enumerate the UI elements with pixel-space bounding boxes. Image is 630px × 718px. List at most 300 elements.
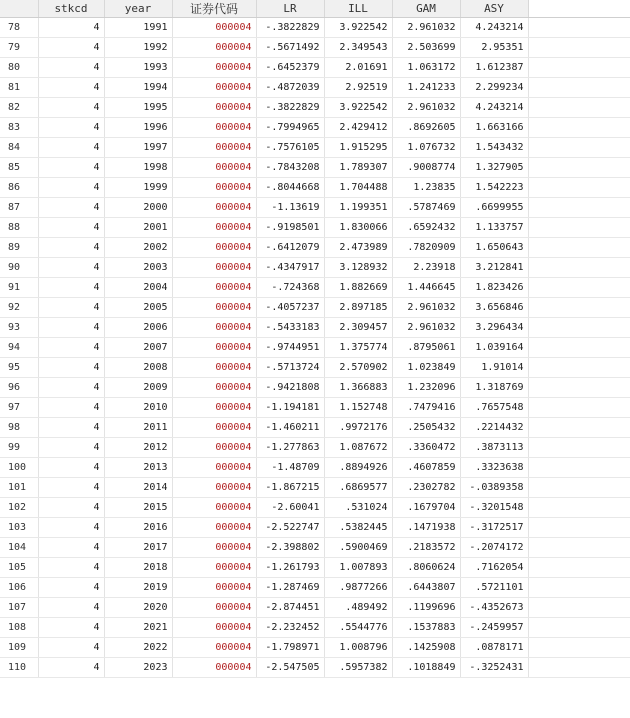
cell-lr[interactable]: -.4872039 bbox=[256, 78, 324, 98]
cell-ill[interactable]: 2.897185 bbox=[324, 298, 392, 318]
row-number[interactable]: 100 bbox=[0, 458, 38, 478]
cell-asy[interactable]: 1.543432 bbox=[460, 138, 528, 158]
cell-asy[interactable]: .7657548 bbox=[460, 398, 528, 418]
table-row[interactable] bbox=[0, 158, 630, 178]
cell-ill[interactable]: .5544776 bbox=[324, 618, 392, 638]
cell-gam[interactable]: .1471938 bbox=[392, 518, 460, 538]
cell-ill[interactable]: .6869577 bbox=[324, 478, 392, 498]
cell-ill[interactable]: 1.882669 bbox=[324, 278, 392, 298]
cell-lr[interactable]: -2.232452 bbox=[256, 618, 324, 638]
table-row[interactable] bbox=[0, 498, 630, 518]
row-number[interactable]: 84 bbox=[0, 138, 38, 158]
row-number[interactable]: 93 bbox=[0, 318, 38, 338]
cell-asy[interactable]: 1.133757 bbox=[460, 218, 528, 238]
cell-stkcd[interactable]: 4 bbox=[38, 358, 104, 378]
cell-year[interactable]: 2010 bbox=[104, 398, 172, 418]
cell-lr[interactable]: -1.194181 bbox=[256, 398, 324, 418]
cell-year[interactable]: 2016 bbox=[104, 518, 172, 538]
cell-ill[interactable]: .489492 bbox=[324, 598, 392, 618]
table-row[interactable] bbox=[0, 378, 630, 398]
cell-asy[interactable]: 2.95351 bbox=[460, 38, 528, 58]
cell-asy[interactable]: 4.243214 bbox=[460, 98, 528, 118]
cell-lr[interactable]: -.6412079 bbox=[256, 238, 324, 258]
cell-year[interactable]: 1992 bbox=[104, 38, 172, 58]
table-row[interactable] bbox=[0, 138, 630, 158]
cell-security-code[interactable]: 000004 bbox=[172, 98, 256, 118]
cell-year[interactable]: 2015 bbox=[104, 498, 172, 518]
cell-security-code[interactable]: 000004 bbox=[172, 518, 256, 538]
cell-gam[interactable]: 2.961032 bbox=[392, 298, 460, 318]
row-number[interactable]: 83 bbox=[0, 118, 38, 138]
cell-lr[interactable]: -1.277863 bbox=[256, 438, 324, 458]
table-row[interactable] bbox=[0, 18, 630, 38]
cell-security-code[interactable]: 000004 bbox=[172, 458, 256, 478]
cell-gam[interactable]: .2183572 bbox=[392, 538, 460, 558]
table-row[interactable] bbox=[0, 358, 630, 378]
cell-year[interactable]: 2012 bbox=[104, 438, 172, 458]
cell-security-code[interactable]: 000004 bbox=[172, 378, 256, 398]
cell-year[interactable]: 2001 bbox=[104, 218, 172, 238]
column-header-lr[interactable]: LR bbox=[256, 0, 324, 18]
cell-year[interactable]: 2004 bbox=[104, 278, 172, 298]
row-number[interactable]: 79 bbox=[0, 38, 38, 58]
cell-stkcd[interactable]: 4 bbox=[38, 278, 104, 298]
cell-gam[interactable]: 1.241233 bbox=[392, 78, 460, 98]
cell-ill[interactable]: 3.922542 bbox=[324, 18, 392, 38]
table-row[interactable] bbox=[0, 298, 630, 318]
row-number[interactable]: 103 bbox=[0, 518, 38, 538]
table-row[interactable] bbox=[0, 338, 630, 358]
table-row[interactable] bbox=[0, 198, 630, 218]
cell-lr[interactable]: -.4347917 bbox=[256, 258, 324, 278]
cell-ill[interactable]: 3.922542 bbox=[324, 98, 392, 118]
cell-asy[interactable]: 1.663166 bbox=[460, 118, 528, 138]
cell-gam[interactable]: .7479416 bbox=[392, 398, 460, 418]
table-row[interactable] bbox=[0, 258, 630, 278]
cell-gam[interactable]: .2302782 bbox=[392, 478, 460, 498]
cell-lr[interactable]: -2.547505 bbox=[256, 658, 324, 678]
cell-stkcd[interactable]: 4 bbox=[38, 258, 104, 278]
table-row[interactable] bbox=[0, 118, 630, 138]
cell-ill[interactable]: 1.087672 bbox=[324, 438, 392, 458]
cell-ill[interactable]: .531024 bbox=[324, 498, 392, 518]
table-row[interactable] bbox=[0, 618, 630, 638]
row-number[interactable]: 94 bbox=[0, 338, 38, 358]
row-number[interactable]: 80 bbox=[0, 58, 38, 78]
cell-ill[interactable]: .5957382 bbox=[324, 658, 392, 678]
cell-security-code[interactable]: 000004 bbox=[172, 298, 256, 318]
cell-year[interactable]: 2008 bbox=[104, 358, 172, 378]
table-row[interactable] bbox=[0, 438, 630, 458]
row-number[interactable]: 102 bbox=[0, 498, 38, 518]
row-number[interactable]: 85 bbox=[0, 158, 38, 178]
cell-asy[interactable]: 1.039164 bbox=[460, 338, 528, 358]
cell-year[interactable]: 2022 bbox=[104, 638, 172, 658]
cell-ill[interactable]: 1.789307 bbox=[324, 158, 392, 178]
cell-gam[interactable]: .4607859 bbox=[392, 458, 460, 478]
table-row[interactable] bbox=[0, 278, 630, 298]
cell-asy[interactable]: .2214432 bbox=[460, 418, 528, 438]
cell-gam[interactable]: .6443807 bbox=[392, 578, 460, 598]
cell-stkcd[interactable]: 4 bbox=[38, 498, 104, 518]
cell-ill[interactable]: .5382445 bbox=[324, 518, 392, 538]
cell-security-code[interactable]: 000004 bbox=[172, 478, 256, 498]
cell-lr[interactable]: -.9744951 bbox=[256, 338, 324, 358]
cell-year[interactable]: 2002 bbox=[104, 238, 172, 258]
cell-asy[interactable]: .0878171 bbox=[460, 638, 528, 658]
row-number[interactable]: 81 bbox=[0, 78, 38, 98]
cell-security-code[interactable]: 000004 bbox=[172, 558, 256, 578]
cell-year[interactable]: 2020 bbox=[104, 598, 172, 618]
cell-asy[interactable]: 3.212841 bbox=[460, 258, 528, 278]
cell-security-code[interactable]: 000004 bbox=[172, 578, 256, 598]
cell-gam[interactable]: .6592432 bbox=[392, 218, 460, 238]
cell-stkcd[interactable]: 4 bbox=[38, 638, 104, 658]
cell-lr[interactable]: -.4057237 bbox=[256, 298, 324, 318]
cell-year[interactable]: 2021 bbox=[104, 618, 172, 638]
cell-security-code[interactable]: 000004 bbox=[172, 118, 256, 138]
row-number[interactable]: 86 bbox=[0, 178, 38, 198]
cell-security-code[interactable]: 000004 bbox=[172, 338, 256, 358]
cell-gam[interactable]: .5787469 bbox=[392, 198, 460, 218]
cell-lr[interactable]: -1.48709 bbox=[256, 458, 324, 478]
cell-security-code[interactable]: 000004 bbox=[172, 358, 256, 378]
cell-ill[interactable]: 1.375774 bbox=[324, 338, 392, 358]
table-row[interactable] bbox=[0, 518, 630, 538]
row-number[interactable]: 99 bbox=[0, 438, 38, 458]
table-row[interactable] bbox=[0, 38, 630, 58]
cell-asy[interactable]: 1.612387 bbox=[460, 58, 528, 78]
cell-lr[interactable]: -.3822829 bbox=[256, 18, 324, 38]
cell-gam[interactable]: .8060624 bbox=[392, 558, 460, 578]
cell-ill[interactable]: 1.199351 bbox=[324, 198, 392, 218]
cell-ill[interactable]: 1.366883 bbox=[324, 378, 392, 398]
cell-stkcd[interactable]: 4 bbox=[38, 318, 104, 338]
cell-ill[interactable]: 2.01691 bbox=[324, 58, 392, 78]
cell-lr[interactable]: -1.13619 bbox=[256, 198, 324, 218]
cell-lr[interactable]: -.9421808 bbox=[256, 378, 324, 398]
cell-stkcd[interactable]: 4 bbox=[38, 78, 104, 98]
cell-stkcd[interactable]: 4 bbox=[38, 58, 104, 78]
cell-gam[interactable]: .8692605 bbox=[392, 118, 460, 138]
table-row[interactable] bbox=[0, 178, 630, 198]
cell-gam[interactable]: 1.446645 bbox=[392, 278, 460, 298]
table-row[interactable] bbox=[0, 658, 630, 678]
cell-stkcd[interactable]: 4 bbox=[38, 238, 104, 258]
cell-asy[interactable]: -.3252431 bbox=[460, 658, 528, 678]
cell-gam[interactable]: .3360472 bbox=[392, 438, 460, 458]
row-number[interactable]: 108 bbox=[0, 618, 38, 638]
cell-year[interactable]: 2003 bbox=[104, 258, 172, 278]
cell-ill[interactable]: 2.92519 bbox=[324, 78, 392, 98]
cell-security-code[interactable]: 000004 bbox=[172, 418, 256, 438]
cell-lr[interactable]: -.8044668 bbox=[256, 178, 324, 198]
cell-gam[interactable]: 1.076732 bbox=[392, 138, 460, 158]
cell-gam[interactable]: 1.232096 bbox=[392, 378, 460, 398]
cell-stkcd[interactable]: 4 bbox=[38, 558, 104, 578]
cell-gam[interactable]: .9008774 bbox=[392, 158, 460, 178]
cell-ill[interactable]: .5900469 bbox=[324, 538, 392, 558]
cell-year[interactable]: 1998 bbox=[104, 158, 172, 178]
table-row[interactable] bbox=[0, 218, 630, 238]
cell-lr[interactable]: -.7994965 bbox=[256, 118, 324, 138]
cell-lr[interactable]: -.7843208 bbox=[256, 158, 324, 178]
cell-year[interactable]: 2009 bbox=[104, 378, 172, 398]
table-row[interactable] bbox=[0, 638, 630, 658]
cell-stkcd[interactable]: 4 bbox=[38, 618, 104, 638]
cell-stkcd[interactable]: 4 bbox=[38, 478, 104, 498]
cell-year[interactable]: 2005 bbox=[104, 298, 172, 318]
cell-stkcd[interactable]: 4 bbox=[38, 378, 104, 398]
cell-lr[interactable]: -1.287469 bbox=[256, 578, 324, 598]
cell-stkcd[interactable]: 4 bbox=[38, 98, 104, 118]
table-row[interactable] bbox=[0, 98, 630, 118]
cell-asy[interactable]: -.2074172 bbox=[460, 538, 528, 558]
cell-stkcd[interactable]: 4 bbox=[38, 38, 104, 58]
cell-gam[interactable]: 1.063172 bbox=[392, 58, 460, 78]
cell-gam[interactable]: .2505432 bbox=[392, 418, 460, 438]
cell-stkcd[interactable]: 4 bbox=[38, 398, 104, 418]
cell-year[interactable]: 1999 bbox=[104, 178, 172, 198]
cell-year[interactable]: 2000 bbox=[104, 198, 172, 218]
cell-lr[interactable]: -2.398802 bbox=[256, 538, 324, 558]
cell-lr[interactable]: -.5713724 bbox=[256, 358, 324, 378]
cell-security-code[interactable]: 000004 bbox=[172, 638, 256, 658]
row-number[interactable]: 90 bbox=[0, 258, 38, 278]
cell-lr[interactable]: -2.522747 bbox=[256, 518, 324, 538]
cell-asy[interactable]: .7162054 bbox=[460, 558, 528, 578]
cell-asy[interactable]: 4.243214 bbox=[460, 18, 528, 38]
cell-year[interactable]: 2007 bbox=[104, 338, 172, 358]
cell-year[interactable]: 1994 bbox=[104, 78, 172, 98]
column-header-gam[interactable]: GAM bbox=[392, 0, 460, 18]
row-number[interactable]: 91 bbox=[0, 278, 38, 298]
cell-stkcd[interactable]: 4 bbox=[38, 438, 104, 458]
cell-gam[interactable]: .1199696 bbox=[392, 598, 460, 618]
cell-year[interactable]: 1993 bbox=[104, 58, 172, 78]
cell-gam[interactable]: .1679704 bbox=[392, 498, 460, 518]
cell-security-code[interactable]: 000004 bbox=[172, 618, 256, 638]
cell-security-code[interactable]: 000004 bbox=[172, 158, 256, 178]
cell-stkcd[interactable]: 4 bbox=[38, 158, 104, 178]
cell-lr[interactable]: -1.867215 bbox=[256, 478, 324, 498]
cell-year[interactable]: 1991 bbox=[104, 18, 172, 38]
cell-ill[interactable]: 1.008796 bbox=[324, 638, 392, 658]
cell-stkcd[interactable]: 4 bbox=[38, 118, 104, 138]
cell-lr[interactable]: -.7576105 bbox=[256, 138, 324, 158]
cell-year[interactable]: 1996 bbox=[104, 118, 172, 138]
cell-stkcd[interactable]: 4 bbox=[38, 198, 104, 218]
cell-security-code[interactable]: 000004 bbox=[172, 398, 256, 418]
cell-lr[interactable]: -2.874451 bbox=[256, 598, 324, 618]
cell-asy[interactable]: 2.299234 bbox=[460, 78, 528, 98]
cell-gam[interactable]: 2.961032 bbox=[392, 18, 460, 38]
cell-asy[interactable]: 3.296434 bbox=[460, 318, 528, 338]
column-header-stkcd[interactable]: stkcd bbox=[38, 0, 104, 18]
cell-gam[interactable]: 2.503699 bbox=[392, 38, 460, 58]
cell-gam[interactable]: 2.961032 bbox=[392, 98, 460, 118]
row-number[interactable]: 105 bbox=[0, 558, 38, 578]
cell-security-code[interactable]: 000004 bbox=[172, 218, 256, 238]
table-row[interactable] bbox=[0, 458, 630, 478]
cell-year[interactable]: 2018 bbox=[104, 558, 172, 578]
cell-gam[interactable]: .1537883 bbox=[392, 618, 460, 638]
cell-year[interactable]: 2013 bbox=[104, 458, 172, 478]
row-number[interactable]: 89 bbox=[0, 238, 38, 258]
cell-ill[interactable]: 1.915295 bbox=[324, 138, 392, 158]
cell-year[interactable]: 1997 bbox=[104, 138, 172, 158]
cell-gam[interactable]: .1018849 bbox=[392, 658, 460, 678]
table-row[interactable] bbox=[0, 558, 630, 578]
cell-security-code[interactable]: 000004 bbox=[172, 498, 256, 518]
cell-lr[interactable]: -1.261793 bbox=[256, 558, 324, 578]
cell-asy[interactable]: 1.650643 bbox=[460, 238, 528, 258]
column-header-asy[interactable]: ASY bbox=[460, 0, 528, 18]
cell-stkcd[interactable]: 4 bbox=[38, 218, 104, 238]
cell-asy[interactable]: 1.542223 bbox=[460, 178, 528, 198]
cell-ill[interactable]: 2.429412 bbox=[324, 118, 392, 138]
cell-gam[interactable]: 2.961032 bbox=[392, 318, 460, 338]
table-row[interactable] bbox=[0, 578, 630, 598]
cell-security-code[interactable]: 000004 bbox=[172, 438, 256, 458]
row-number[interactable]: 101 bbox=[0, 478, 38, 498]
table-row[interactable] bbox=[0, 58, 630, 78]
cell-stkcd[interactable]: 4 bbox=[38, 178, 104, 198]
row-number-header[interactable] bbox=[0, 0, 38, 18]
cell-security-code[interactable]: 000004 bbox=[172, 278, 256, 298]
cell-year[interactable]: 2006 bbox=[104, 318, 172, 338]
table-row[interactable] bbox=[0, 478, 630, 498]
row-number[interactable]: 96 bbox=[0, 378, 38, 398]
cell-gam[interactable]: 2.23918 bbox=[392, 258, 460, 278]
cell-asy[interactable]: 1.91014 bbox=[460, 358, 528, 378]
cell-ill[interactable]: 2.309457 bbox=[324, 318, 392, 338]
cell-ill[interactable]: .9972176 bbox=[324, 418, 392, 438]
cell-ill[interactable]: .8894926 bbox=[324, 458, 392, 478]
cell-asy[interactable]: 3.656846 bbox=[460, 298, 528, 318]
row-number[interactable]: 82 bbox=[0, 98, 38, 118]
cell-stkcd[interactable]: 4 bbox=[38, 458, 104, 478]
cell-security-code[interactable]: 000004 bbox=[172, 258, 256, 278]
cell-ill[interactable]: .9877266 bbox=[324, 578, 392, 598]
cell-stkcd[interactable]: 4 bbox=[38, 578, 104, 598]
cell-security-code[interactable]: 000004 bbox=[172, 18, 256, 38]
row-number[interactable]: 97 bbox=[0, 398, 38, 418]
cell-asy[interactable]: .6699955 bbox=[460, 198, 528, 218]
column-header-ill[interactable]: ILL bbox=[324, 0, 392, 18]
cell-lr[interactable]: -.9198501 bbox=[256, 218, 324, 238]
cell-asy[interactable]: -.0389358 bbox=[460, 478, 528, 498]
table-row[interactable] bbox=[0, 398, 630, 418]
cell-lr[interactable]: -1.798971 bbox=[256, 638, 324, 658]
cell-security-code[interactable]: 000004 bbox=[172, 658, 256, 678]
cell-lr[interactable]: -2.60041 bbox=[256, 498, 324, 518]
cell-ill[interactable]: 2.349543 bbox=[324, 38, 392, 58]
row-number[interactable]: 92 bbox=[0, 298, 38, 318]
row-number[interactable]: 78 bbox=[0, 18, 38, 38]
row-number[interactable]: 106 bbox=[0, 578, 38, 598]
cell-ill[interactable]: 1.007893 bbox=[324, 558, 392, 578]
cell-lr[interactable]: -.3822829 bbox=[256, 98, 324, 118]
cell-stkcd[interactable]: 4 bbox=[38, 298, 104, 318]
cell-ill[interactable]: 2.570902 bbox=[324, 358, 392, 378]
table-row[interactable] bbox=[0, 238, 630, 258]
row-number[interactable]: 109 bbox=[0, 638, 38, 658]
cell-security-code[interactable]: 000004 bbox=[172, 238, 256, 258]
cell-asy[interactable]: -.2459957 bbox=[460, 618, 528, 638]
cell-year[interactable]: 2019 bbox=[104, 578, 172, 598]
cell-asy[interactable]: -.4352673 bbox=[460, 598, 528, 618]
cell-gam[interactable]: 1.23835 bbox=[392, 178, 460, 198]
cell-security-code[interactable]: 000004 bbox=[172, 58, 256, 78]
cell-asy[interactable]: .3873113 bbox=[460, 438, 528, 458]
table-row[interactable] bbox=[0, 318, 630, 338]
table-row[interactable] bbox=[0, 598, 630, 618]
cell-year[interactable]: 2011 bbox=[104, 418, 172, 438]
cell-lr[interactable]: -.724368 bbox=[256, 278, 324, 298]
cell-security-code[interactable]: 000004 bbox=[172, 78, 256, 98]
column-header-year[interactable]: year bbox=[104, 0, 172, 18]
cell-lr[interactable]: -1.460211 bbox=[256, 418, 324, 438]
cell-stkcd[interactable]: 4 bbox=[38, 598, 104, 618]
row-number[interactable]: 107 bbox=[0, 598, 38, 618]
cell-ill[interactable]: 1.704488 bbox=[324, 178, 392, 198]
cell-security-code[interactable]: 000004 bbox=[172, 318, 256, 338]
cell-gam[interactable]: .8795061 bbox=[392, 338, 460, 358]
row-number[interactable]: 110 bbox=[0, 658, 38, 678]
cell-ill[interactable]: 1.152748 bbox=[324, 398, 392, 418]
cell-stkcd[interactable]: 4 bbox=[38, 518, 104, 538]
cell-asy[interactable]: .5721101 bbox=[460, 578, 528, 598]
cell-asy[interactable]: 1.327905 bbox=[460, 158, 528, 178]
cell-gam[interactable]: .7820909 bbox=[392, 238, 460, 258]
cell-asy[interactable]: .3323638 bbox=[460, 458, 528, 478]
cell-ill[interactable]: 2.473989 bbox=[324, 238, 392, 258]
cell-stkcd[interactable]: 4 bbox=[38, 418, 104, 438]
row-number[interactable]: 104 bbox=[0, 538, 38, 558]
cell-gam[interactable]: 1.023849 bbox=[392, 358, 460, 378]
cell-year[interactable]: 2023 bbox=[104, 658, 172, 678]
cell-security-code[interactable]: 000004 bbox=[172, 198, 256, 218]
table-row[interactable] bbox=[0, 418, 630, 438]
cell-security-code[interactable]: 000004 bbox=[172, 38, 256, 58]
cell-asy[interactable]: -.3172517 bbox=[460, 518, 528, 538]
cell-asy[interactable]: 1.823426 bbox=[460, 278, 528, 298]
cell-security-code[interactable]: 000004 bbox=[172, 138, 256, 158]
cell-year[interactable]: 2017 bbox=[104, 538, 172, 558]
cell-stkcd[interactable]: 4 bbox=[38, 538, 104, 558]
cell-security-code[interactable]: 000004 bbox=[172, 598, 256, 618]
cell-year[interactable]: 2014 bbox=[104, 478, 172, 498]
cell-lr[interactable]: -.5671492 bbox=[256, 38, 324, 58]
cell-asy[interactable]: 1.318769 bbox=[460, 378, 528, 398]
cell-year[interactable]: 1995 bbox=[104, 98, 172, 118]
row-number[interactable]: 87 bbox=[0, 198, 38, 218]
cell-stkcd[interactable]: 4 bbox=[38, 18, 104, 38]
row-number[interactable]: 95 bbox=[0, 358, 38, 378]
cell-lr[interactable]: -.5433183 bbox=[256, 318, 324, 338]
cell-gam[interactable]: .1425908 bbox=[392, 638, 460, 658]
cell-stkcd[interactable]: 4 bbox=[38, 338, 104, 358]
cell-stkcd[interactable]: 4 bbox=[38, 138, 104, 158]
cell-lr[interactable]: -.6452379 bbox=[256, 58, 324, 78]
cell-asy[interactable]: -.3201548 bbox=[460, 498, 528, 518]
row-number[interactable]: 88 bbox=[0, 218, 38, 238]
cell-stkcd[interactable]: 4 bbox=[38, 658, 104, 678]
cell-ill[interactable]: 3.128932 bbox=[324, 258, 392, 278]
table-row[interactable] bbox=[0, 538, 630, 558]
cell-security-code[interactable]: 000004 bbox=[172, 178, 256, 198]
